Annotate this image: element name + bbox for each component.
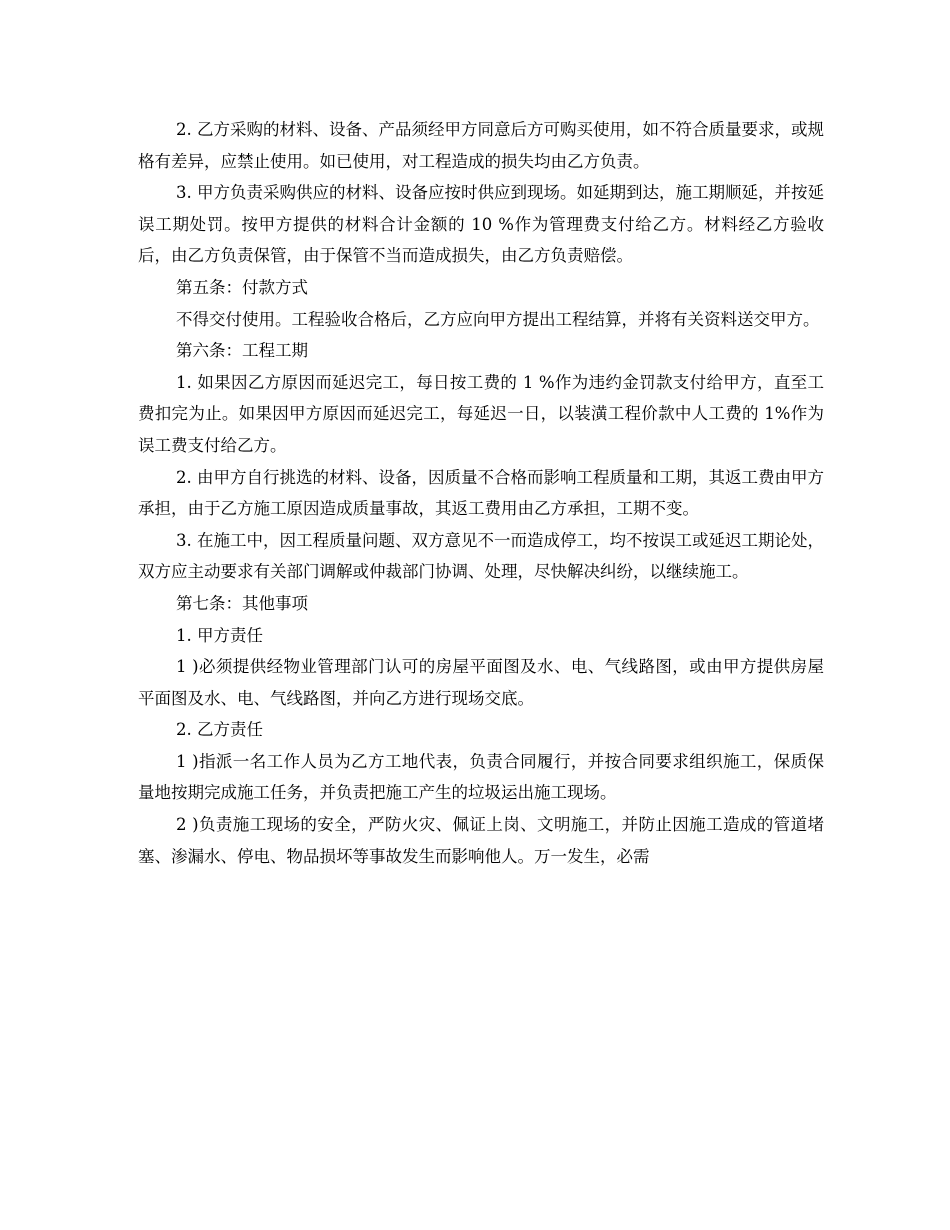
party-b-responsibility-item-1: 1 )指派一名工作人员为乙方工地代表，负责合同履行，并按合同要求组织施工，保质保量地按期完成施工任务，并负责把施工产生的垃圾运出施工现场。 (138, 751, 824, 803)
clause-payment: 不得交付使用。工程验收合格后，乙方应向甲方提出工程结算，并将有关资料送交甲方。 (176, 309, 820, 329)
clause-work-stoppage: 3. 在施工中，因工程质量问题、双方意见不一而造成停工，均不按误工或延迟工期论处，双方应主动要求有关部门调解或仲裁部门协调、处理，尽快解决纠纷，以继续施工。 (138, 530, 824, 582)
party-a-responsibility-heading: 1. 甲方责任 (176, 625, 263, 645)
clause-materials-purchase: 2. 乙方采购的材料、设备、产品须经甲方同意后方可购买使用，如不符合质量要求，或规格有差异，应禁止使用。如已使用，对工程造成的损失均由乙方负责。 (138, 120, 824, 171)
clause-delay-penalty: 1. 如果因乙方原因而延迟完工，每日按工费的 1 %作为违约金罚款支付给甲方，直至工费扣完为止。如果因甲方原因而延迟完工，每延迟一日，以装潢工程价款中人工费的 1%作为误工费支付给乙方。 (138, 372, 824, 455)
article-five-heading: 第五条：付款方式 (176, 277, 308, 297)
clause-materials-supply: 3. 甲方负责采购供应的材料、设备应按时供应到现场。如延期到达，施工期顺延，并按延误工期处罚。按甲方提供的材料合计金额的 10 %作为管理费支付给乙方。材料经乙方验收后，由乙方负责保管，由于保管不当而造成损失，由乙方负责赔偿。 (138, 183, 824, 266)
clause-rework-cost: 2. 由甲方自行挑选的材料、设备，因质量不合格而影响工程质量和工期，其返工费由甲方承担，由于乙方施工原因造成质量事故，其返工费用由乙方承担，工期不变。 (138, 467, 824, 519)
article-six-heading: 第六条：工程工期 (176, 341, 308, 361)
document-page (138, 114, 824, 872)
party-b-responsibility-item-2: 2 )负责施工现场的安全，严防火灾、佩证上岗、文明施工，并防止因施工造成的管道堵塞、渗漏水、停电、物品损坏等事故发生而影响他人。万一发生，必需 (138, 815, 824, 866)
party-a-responsibility-item-1: 1 )必须提供经物业管理部门认可的房屋平面图及水、电、气线路图，或由甲方提供房屋平面图及水、电、气线路图，并向乙方进行现场交底。 (138, 657, 824, 708)
article-seven-heading: 第七条：其他事项 (176, 593, 308, 613)
party-b-responsibility-heading: 2. 乙方责任 (176, 720, 263, 740)
